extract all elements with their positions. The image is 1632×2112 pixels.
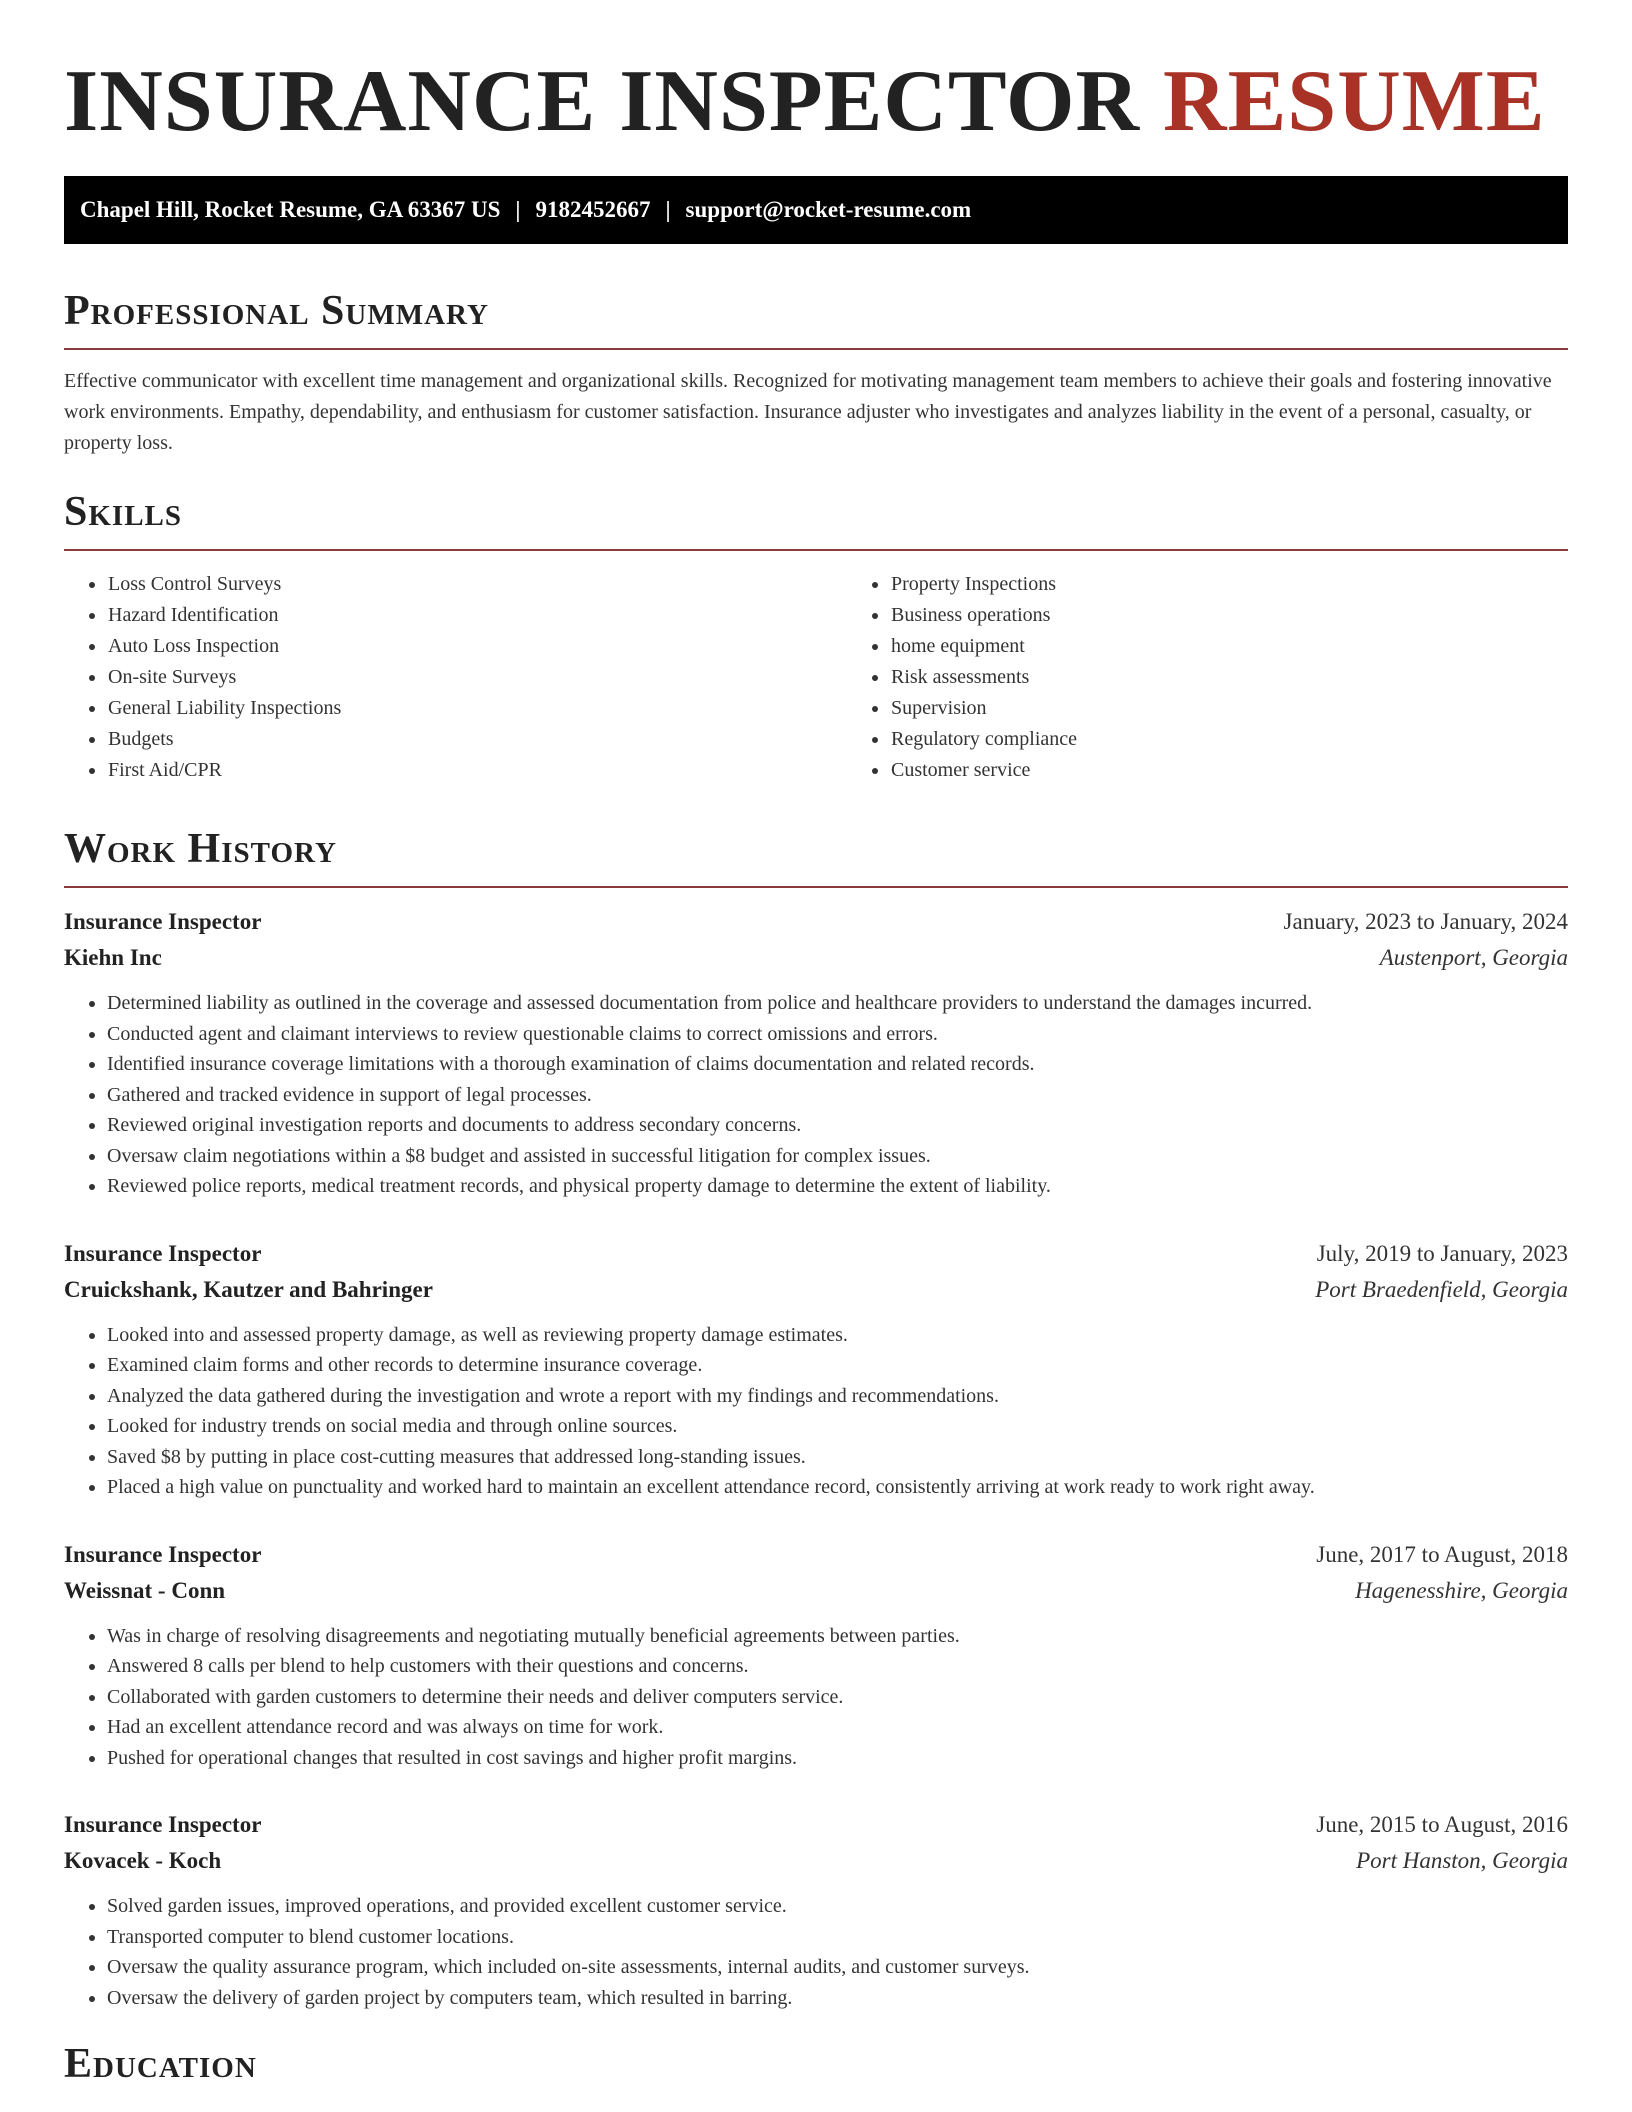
job-location: Hagenesshire, Georgia bbox=[1355, 1577, 1568, 1603]
job-company-row bbox=[64, 1573, 1568, 1609]
job-bullet: • Reviewed original investigation reports and documents to address secondary concerns. bbox=[107, 1110, 1568, 1141]
skill-item: • Property Inspections bbox=[890, 569, 1630, 600]
job-bullet: • Identified insurance coverage limitations with a thorough examination of claims documentation and related records. bbox=[107, 1049, 1568, 1080]
skill-item: • Hazard Identification bbox=[107, 600, 847, 631]
section-heading-skills: Skills bbox=[64, 489, 183, 535]
section-heading-summary: Professional Summary bbox=[64, 288, 489, 334]
skill-item: • General Liability Inspections bbox=[107, 693, 847, 724]
job-company-row bbox=[64, 1272, 1568, 1308]
job-location: Port Braedenfield, Georgia bbox=[1315, 1276, 1568, 1302]
job-header-row bbox=[64, 1807, 1568, 1843]
job-title: Insurance Inspector bbox=[64, 909, 262, 934]
job-dates: June, 2017 to August, 2018 bbox=[1316, 1541, 1568, 1567]
skill-item: • Business operations bbox=[890, 600, 1630, 631]
skills-list-left bbox=[64, 569, 847, 786]
job-entry bbox=[64, 1807, 1568, 2013]
job-bullet: • Determined liability as outlined in the coverage and assessed documentation from police and healthcare providers to understand the damages incurred. bbox=[107, 988, 1568, 1019]
job-bullet: • Oversaw claim negotiations within a $8 budget and assisted in successful litigation for complex issues. bbox=[107, 1141, 1568, 1172]
resume-title bbox=[64, 0, 1568, 152]
job-bullet: • Collaborated with garden customers to determine their needs and deliver computers service. bbox=[107, 1682, 1568, 1713]
title-accent: RESUME bbox=[1163, 53, 1546, 150]
contact-address: Chapel Hill, Rocket Resume, GA 63367 US bbox=[80, 197, 501, 222]
section-heading-education: Education bbox=[64, 2041, 257, 2087]
job-dates: June, 2015 to August, 2016 bbox=[1316, 1812, 1568, 1837]
section-divider bbox=[64, 348, 1568, 350]
job-bullet-list bbox=[64, 1621, 1568, 1774]
skills-list-right bbox=[847, 569, 1630, 786]
job-company: Cruickshank, Kautzer and Bahringer bbox=[64, 1276, 433, 1302]
job-bullet: • Was in charge of resolving disagreements and negotiating mutually beneficial agreements between parties. bbox=[107, 1621, 1568, 1652]
job-bullet: • Reviewed police reports, medical treatment records, and physical property damage to determine the extent of liability. bbox=[107, 1171, 1568, 1202]
section-heading-work: Work History bbox=[64, 826, 337, 872]
skill-item: • Budgets bbox=[107, 724, 847, 755]
job-header-row bbox=[64, 1537, 1568, 1573]
job-header-row bbox=[64, 1236, 1568, 1272]
job-location: Port Hanston, Georgia bbox=[1356, 1848, 1568, 1873]
job-dates: January, 2023 to January, 2024 bbox=[1283, 909, 1568, 934]
job-bullet: • Gathered and tracked evidence in support of legal processes. bbox=[107, 1080, 1568, 1111]
skill-item: • Supervision bbox=[890, 693, 1630, 724]
job-bullet: • Solved garden issues, improved operations, and provided excellent customer service. bbox=[107, 1891, 1568, 1922]
job-title: Insurance Inspector bbox=[64, 1812, 262, 1837]
job-bullet: • Conducted agent and claimant interviews to review questionable claims to correct omissions and errors. bbox=[107, 1019, 1568, 1050]
job-bullet: • Analyzed the data gathered during the investigation and wrote a report with my findings and recommendations. bbox=[107, 1381, 1568, 1412]
contact-bar bbox=[64, 176, 1568, 244]
job-bullet: • Pushed for operational changes that resulted in cost savings and higher profit margins. bbox=[107, 1743, 1568, 1774]
job-title: Insurance Inspector bbox=[64, 1541, 262, 1567]
job-bullet: • Examined claim forms and other records to determine insurance coverage. bbox=[107, 1350, 1568, 1381]
section-divider bbox=[64, 549, 1568, 551]
job-header-row bbox=[64, 904, 1568, 940]
job-company: Weissnat - Conn bbox=[64, 1577, 226, 1603]
job-entry bbox=[64, 1236, 1568, 1503]
skill-item: • First Aid/CPR bbox=[107, 755, 847, 786]
skill-item: • Customer service bbox=[890, 755, 1630, 786]
job-bullet: • Looked for industry trends on social media and through online sources. bbox=[107, 1411, 1568, 1442]
skill-item: • Loss Control Surveys bbox=[107, 569, 847, 600]
job-bullet: • Saved $8 by putting in place cost-cutting measures that addressed long-standing issues. bbox=[107, 1442, 1568, 1473]
skill-item: • Regulatory compliance bbox=[890, 724, 1630, 755]
contact-separator: | bbox=[515, 197, 521, 222]
job-bullet: • Oversaw the quality assurance program, which included on-site assessments, internal audits, and customer surveys. bbox=[107, 1952, 1568, 1983]
job-bullet: • Placed a high value on punctuality and worked hard to maintain an excellent attendance record, consistently arriving at work ready to work right away. bbox=[107, 1472, 1568, 1503]
job-company: Kiehn Inc bbox=[64, 945, 162, 970]
job-bullet: • Answered 8 calls per blend to help customers with their questions and concerns. bbox=[107, 1651, 1568, 1682]
job-entry bbox=[64, 1537, 1568, 1774]
job-dates: July, 2019 to January, 2023 bbox=[1316, 1240, 1568, 1266]
job-bullet: • Had an excellent attendance record and was always on time for work. bbox=[107, 1712, 1568, 1743]
contact-email: support@rocket-resume.com bbox=[685, 197, 972, 222]
contact-phone: 9182452667 bbox=[535, 197, 651, 222]
job-bullet-list bbox=[64, 1320, 1568, 1503]
section-divider bbox=[64, 886, 1568, 888]
job-company-row bbox=[64, 1843, 1568, 1879]
skills-grid bbox=[64, 569, 1568, 786]
job-entry bbox=[64, 904, 1568, 1202]
skill-item: • Risk assessments bbox=[890, 662, 1630, 693]
job-location: Austenport, Georgia bbox=[1379, 945, 1568, 970]
skill-item: • On-site Surveys bbox=[107, 662, 847, 693]
job-bullet-list bbox=[64, 988, 1568, 1202]
job-bullet-list bbox=[64, 1891, 1568, 2013]
job-bullet: • Looked into and assessed property damage, as well as reviewing property damage estimates. bbox=[107, 1320, 1568, 1351]
skill-item: • Auto Loss Inspection bbox=[107, 631, 847, 662]
job-company-row bbox=[64, 940, 1568, 976]
summary-text: Effective communicator with excellent time management and organizational skills. Recognized for motivating management team members to achieve their goals and fostering innovative work environments. Empathy, dependability, and enthusiasm for customer satisfaction. Insurance adjuster who investigates and analyzes liability in the event of a personal, casualty, or property loss. bbox=[64, 370, 1552, 454]
job-company: Kovacek - Koch bbox=[64, 1848, 222, 1873]
job-title: Insurance Inspector bbox=[64, 1240, 262, 1266]
job-bullet: • Transported computer to blend customer locations. bbox=[107, 1922, 1568, 1953]
title-main: INSURANCE INSPECTOR bbox=[64, 53, 1141, 150]
skill-item: • home equipment bbox=[890, 631, 1630, 662]
contact-separator: | bbox=[665, 197, 671, 222]
work-history-list bbox=[64, 904, 1568, 2013]
job-bullet: • Oversaw the delivery of garden project by computers team, which resulted in barring. bbox=[107, 1983, 1568, 2014]
